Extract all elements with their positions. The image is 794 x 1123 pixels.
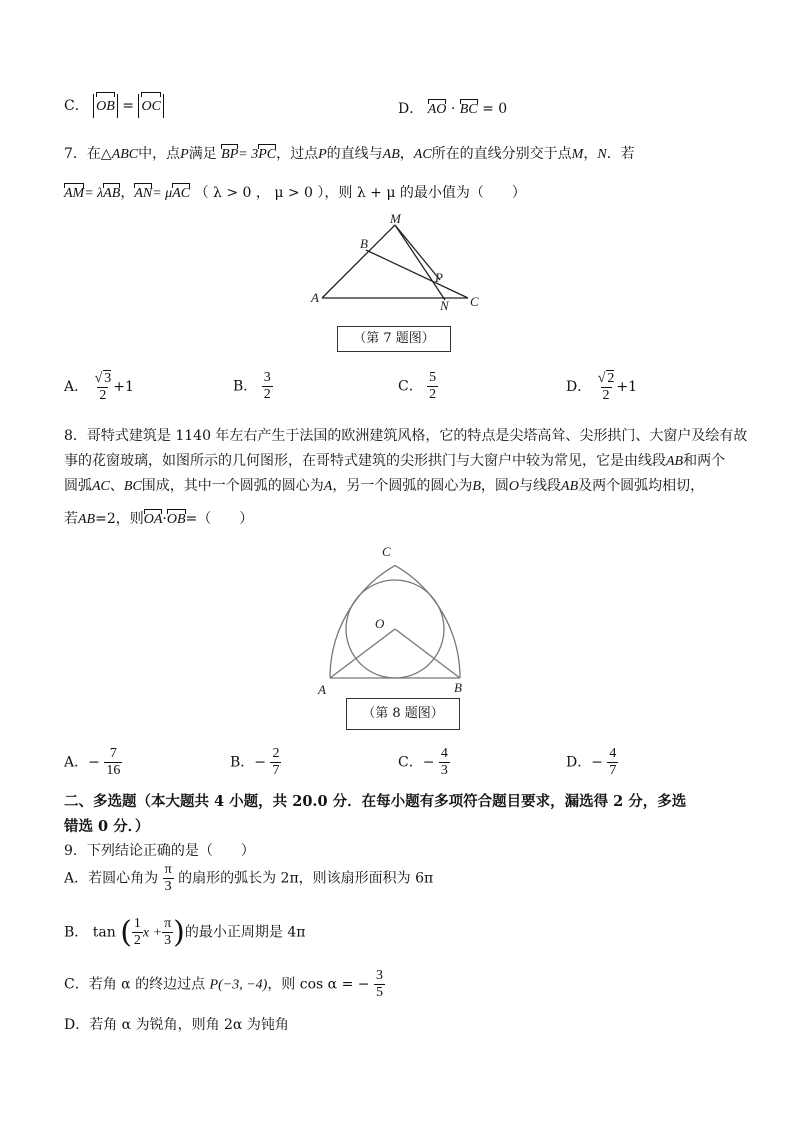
option-label: B．: [233, 378, 258, 395]
option-label: C．: [64, 98, 89, 114]
q8-text: 与线段: [519, 478, 562, 494]
vector-an: AN: [134, 186, 153, 201]
fraction: [262, 370, 273, 403]
q7-text: ，: [399, 146, 414, 162]
q8-text: 事的花窗玻璃，如图所示的几何图形，在哥特式建筑的尖形拱门与大窗户中较为常见，它是由线段: [64, 453, 666, 469]
numerator: π: [164, 862, 172, 877]
line-mn: [395, 225, 445, 300]
q8-text: 和两个: [683, 453, 726, 469]
q7-text: ，过点: [276, 146, 319, 162]
section2-heading-line1: 二、多选题（本大题共 4 小题，共 20.0 分．在每小题有多项符合题目要求，漏选得 2 分，多选: [64, 793, 687, 810]
radicand: 3: [104, 371, 112, 386]
denominator: 16: [106, 763, 121, 778]
equals-3: = 3: [238, 147, 259, 162]
q8-text: 围成，其中一个圆弧的圆心为: [141, 478, 324, 494]
label-c: C: [470, 294, 479, 309]
segment-ab: AB: [666, 454, 684, 469]
q9-option-d: D．若角 α 为锐角，则角 2α 为钝角: [64, 1017, 289, 1033]
denominator: 7: [609, 763, 617, 778]
q9-text: 的最小正周期是 4π: [184, 924, 306, 941]
section2-heading-line2: 错选 0 分．）: [64, 818, 150, 835]
denominator: 2: [133, 933, 141, 948]
q8-text: ，另一个圆弧的圆心为: [332, 478, 473, 494]
numerator: 2: [272, 746, 280, 761]
fraction: [104, 746, 122, 779]
arc-bc: BC: [123, 479, 142, 494]
q7-line2: [64, 182, 526, 202]
right-paren: ): [173, 915, 185, 950]
q8-figure: [310, 538, 480, 698]
numerator: 5: [429, 370, 437, 385]
arc-bc-shape: [395, 565, 460, 678]
left-paren: (: [120, 915, 132, 950]
vector-oa: OA: [143, 512, 163, 527]
vector-am: AM: [64, 186, 85, 201]
q8-option-c: [398, 746, 450, 779]
rhs-value: = 0: [482, 101, 508, 117]
option-label: C．: [398, 378, 423, 395]
q8-caption: （第 8 题图）: [346, 698, 460, 730]
vector-pc: PC: [258, 147, 277, 162]
vector-ao: AO: [427, 102, 447, 117]
fraction: [163, 862, 174, 895]
q7-text: ，: [120, 185, 135, 201]
radicand: 2: [607, 371, 615, 386]
label-m: M: [390, 211, 401, 226]
q7-line1: [64, 143, 635, 163]
q9-text: A．若圆心角为: [64, 870, 159, 887]
point-a: A: [323, 479, 333, 494]
point-p: P: [318, 147, 327, 162]
q7-figure: [300, 210, 490, 315]
fraction: [607, 746, 618, 779]
minus-sign: −: [88, 754, 100, 771]
dot-operator: ·: [450, 101, 456, 117]
denominator: 3: [164, 933, 172, 948]
denominator: 2: [99, 388, 107, 403]
option-label: C．: [398, 754, 423, 771]
segment-ab: AB: [561, 479, 579, 494]
option-label: D．: [566, 379, 592, 395]
label-o: O: [375, 616, 385, 631]
vector-ob: OB: [166, 512, 186, 527]
option-label: B．: [64, 924, 89, 941]
abs-ob: [93, 94, 118, 118]
q8-text: ，圆: [480, 478, 509, 494]
q8-line3: [64, 475, 704, 495]
label-n: N: [440, 298, 449, 313]
label-b: B: [360, 236, 368, 251]
option-tail: +1: [616, 379, 638, 395]
equals-sign: =: [122, 98, 135, 114]
q8-text: =（ ）: [185, 511, 254, 527]
q9-stem: 9．下列结论正确的是（ ）: [64, 843, 255, 859]
option-label: A．: [64, 754, 89, 771]
tan-function: tan: [92, 924, 116, 941]
fraction: [439, 746, 450, 779]
segment-ab: AB: [382, 147, 400, 162]
fraction: $\frac{√ 3}{2}$: [94, 371, 112, 403]
mu-eq: = μ: [152, 186, 173, 201]
vector-ac: AC: [172, 186, 191, 201]
arc-ac: AC: [92, 479, 110, 494]
q7-condition: （ λ > 0 ， μ > 0 ），则 λ + μ 的最小值为（ ）: [194, 185, 526, 201]
q9-option-c: [64, 968, 385, 1001]
fraction: [132, 916, 143, 949]
q6-option-d: [398, 98, 507, 118]
q7-option-d: [566, 370, 637, 404]
q9-text: 的扇形的弧长为 2π，则该扇形面积为 6π: [178, 870, 434, 887]
point-p: P: [180, 147, 189, 162]
denominator: 5: [375, 985, 383, 1000]
q9-option-b: [64, 915, 305, 950]
q7-text: 7．在△: [64, 146, 112, 162]
minus-sign: −: [422, 754, 435, 771]
option-label: D．: [398, 101, 424, 117]
option-tail: +1: [113, 379, 134, 395]
fraction: $\frac{√ 2}{2}$: [597, 371, 615, 403]
q8-line2: [64, 450, 725, 470]
numerator: 1: [133, 916, 141, 931]
option-label: A．: [64, 379, 89, 395]
minus-sign: −: [591, 754, 603, 771]
q8-text: 、: [109, 478, 124, 494]
q8-text: 若: [64, 511, 78, 527]
triangle-name: ABC: [111, 147, 139, 162]
q8-option-d: [566, 746, 618, 779]
option-label: D．: [566, 754, 592, 771]
option-label: B．: [230, 754, 255, 771]
q7-text: ，: [583, 146, 598, 162]
q9-text: ，则 cos α = −: [267, 976, 370, 993]
q7-text: 的直线与: [326, 146, 383, 162]
lambda-eq: = λ: [84, 186, 104, 201]
vector-bc: BC: [459, 102, 478, 117]
q7-option-b: [233, 370, 273, 403]
point-n: N: [597, 147, 607, 162]
line-mp: [395, 225, 440, 280]
fraction: [162, 916, 173, 949]
abs-oc: [138, 94, 163, 118]
numerator: 7: [109, 746, 117, 761]
q8-text: =2，则: [95, 511, 144, 527]
q7-text: ．若: [606, 146, 635, 162]
fraction: [270, 746, 281, 779]
q8-line4: [64, 508, 253, 528]
q8-text: 及两个圆弧均相切，: [578, 478, 705, 494]
arc-ac-shape: [330, 565, 395, 678]
q8-option-b: [230, 746, 281, 779]
segment-ab: AB: [78, 512, 96, 527]
q7-caption: （第 7 题图）: [337, 326, 451, 352]
denominator: 3: [164, 879, 172, 894]
q8-option-a: [64, 746, 122, 779]
vector-bp: BP: [221, 147, 239, 162]
point-b: B: [472, 479, 481, 494]
segment-ac: AC: [413, 147, 432, 162]
label-a: A: [311, 290, 319, 305]
label-c: C: [382, 544, 391, 559]
q7-option-a: [64, 370, 134, 404]
dot-operator: ·: [162, 511, 167, 527]
denominator: 2: [429, 387, 437, 402]
label-b: B: [454, 680, 462, 695]
q7-text: 中，点: [138, 146, 181, 162]
numerator: 3: [263, 370, 271, 385]
q9-option-a: [64, 862, 433, 895]
minus-sign: −: [254, 754, 267, 771]
label-a: A: [318, 682, 326, 697]
numerator: 4: [609, 746, 617, 761]
vector-ab: AB: [103, 186, 121, 201]
q7-option-c: [398, 370, 438, 403]
point-p: P(−3, −4): [209, 977, 268, 993]
segment-ob: [395, 629, 460, 678]
q6-option-c: [64, 94, 164, 118]
q9-text: C．若角 α 的终边过点: [64, 976, 206, 993]
q7-text: 所在的直线分别交于点: [431, 146, 572, 162]
q8-line1: 8．哥特式建筑是 1140 年左右产生于法国的欧洲建筑风格，它的特点是尖塔高耸、尖形拱门、大窗户及绘有故: [64, 428, 748, 444]
denominator: 2: [602, 388, 610, 403]
denominator: 2: [263, 387, 271, 402]
point-o: O: [508, 479, 520, 494]
q7-text: 满足: [188, 146, 217, 162]
q8-text: 圆弧: [64, 478, 92, 494]
numerator: 4: [440, 746, 448, 761]
fraction: [427, 370, 438, 403]
label-p: P: [435, 270, 443, 285]
line-am: [322, 225, 395, 298]
vector-ob: OB: [96, 95, 115, 119]
denominator: 3: [440, 763, 448, 778]
vector-oc: OC: [141, 95, 160, 119]
denominator: 7: [272, 763, 280, 778]
fraction: [374, 968, 385, 1001]
segment-oa: [330, 629, 395, 678]
point-m: M: [571, 147, 584, 162]
numerator: 3: [375, 968, 383, 983]
numerator: π: [164, 916, 172, 931]
variable-x: x +: [142, 925, 163, 941]
